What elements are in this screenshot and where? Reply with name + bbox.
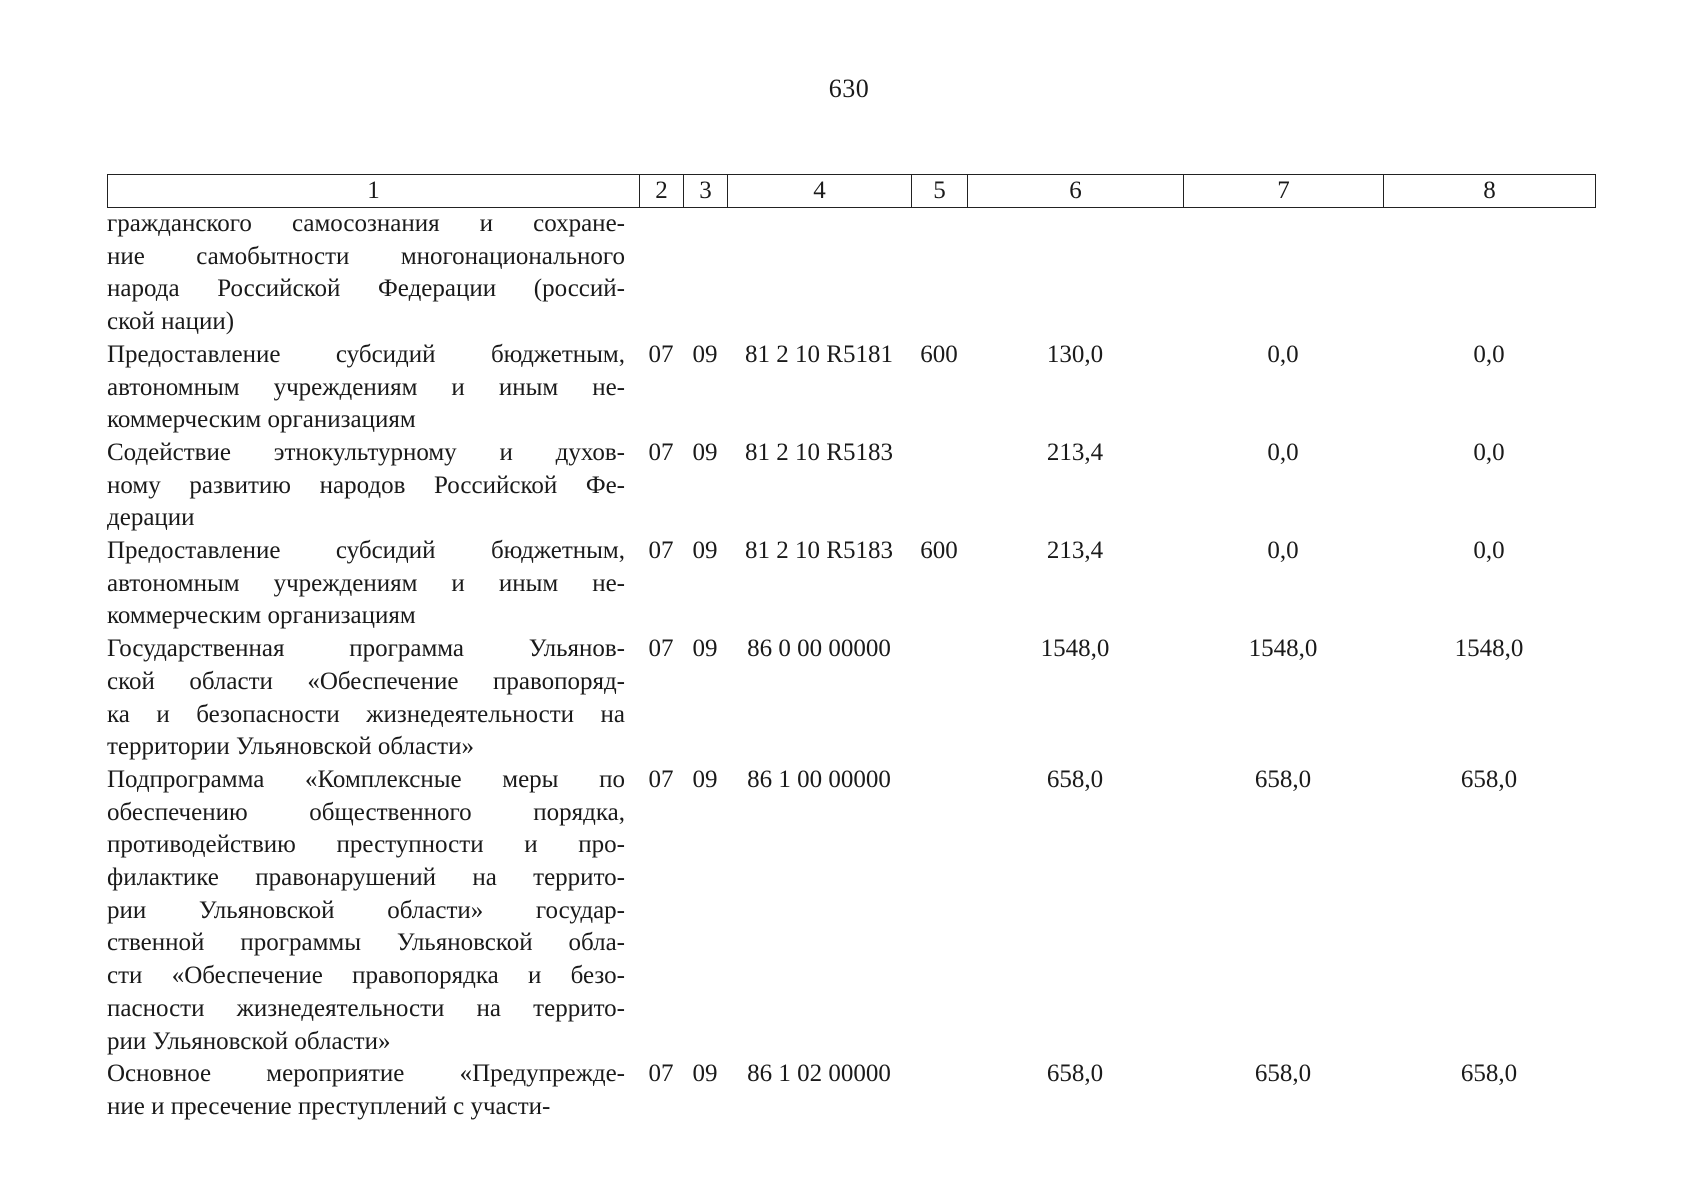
- description-line: народа Российской Федерации (россий-: [107, 275, 625, 303]
- target-article-code: 81 2 10 R5183: [745, 537, 893, 565]
- description-line: ской нации): [107, 308, 235, 336]
- description-line: ние самобытности многонационального: [107, 242, 625, 270]
- row-description: [107, 437, 625, 535]
- amount-col-6: 213,4: [1046, 438, 1104, 466]
- amount-col-8: 0,0: [1473, 537, 1505, 565]
- amount-col-8: 1548,0: [1454, 635, 1524, 663]
- description-line: автономным учреждениям и иным не-: [107, 569, 625, 597]
- description-line: рии Ульяновской области»: [107, 1027, 391, 1055]
- amount-col-6: 1548,0: [1040, 635, 1110, 663]
- target-article-code: 81 2 10 R5183: [745, 438, 893, 466]
- amount-col-7: 0,0: [1267, 537, 1299, 565]
- description-line: территории Ульяновской области»: [107, 733, 474, 761]
- description-line: ской области «Обеспечение правопоряд-: [107, 667, 625, 695]
- amount-col-7: 658,0: [1254, 1060, 1312, 1088]
- section-code: 07: [648, 537, 674, 565]
- header-col-2: 2: [640, 175, 684, 208]
- expense-type-code: 600: [920, 340, 958, 368]
- description-line: коммерческим организациям: [107, 602, 416, 630]
- subsection-code: 09: [692, 537, 718, 565]
- description-line: ние и пресечение преступлений с участи-: [107, 1092, 551, 1120]
- subsection-code: 09: [692, 1060, 718, 1088]
- target-article-code: 86 0 00 00000: [747, 635, 891, 663]
- header-col-1: 1: [108, 175, 640, 208]
- description-line: рии Ульяновской области» государ-: [107, 896, 625, 924]
- table-row: [107, 535, 1595, 633]
- section-code: 07: [648, 438, 674, 466]
- row-description: [107, 1058, 625, 1123]
- header-col-8: 8: [1384, 175, 1596, 208]
- amount-col-6: 658,0: [1046, 1060, 1104, 1088]
- header-col-6: 6: [968, 175, 1184, 208]
- page-number: 630: [828, 74, 870, 103]
- amount-col-7: 1548,0: [1248, 635, 1318, 663]
- subsection-code: 09: [692, 340, 718, 368]
- target-article-code: 86 1 00 00000: [747, 765, 891, 793]
- subsection-code: 09: [692, 765, 718, 793]
- description-line: ка и безопасности жизнедеятельности на: [107, 700, 625, 728]
- table-header: [107, 174, 1596, 208]
- description-line: гражданского самосознания и сохране-: [107, 210, 625, 237]
- table-body: [107, 208, 1595, 1124]
- amount-col-6: 130,0: [1046, 340, 1104, 368]
- description-line: автономным учреждениям и иным не-: [107, 373, 625, 401]
- description-line: Основное мероприятие «Предупрежде-: [107, 1060, 625, 1088]
- header-col-5: 5: [912, 175, 968, 208]
- description-line: Предоставление субсидий бюджетным,: [107, 537, 625, 565]
- description-line: Содействие этнокультурному и духов-: [107, 438, 625, 466]
- amount-col-8: 658,0: [1460, 1060, 1518, 1088]
- amount-col-7: 658,0: [1254, 765, 1312, 793]
- amount-col-8: 0,0: [1473, 340, 1505, 368]
- subsection-code: 09: [692, 438, 718, 466]
- amount-col-6: 213,4: [1046, 537, 1104, 565]
- expense-type-code: 600: [920, 537, 958, 565]
- subsection-code: 09: [692, 635, 718, 663]
- row-description: [107, 339, 625, 437]
- header-col-4: 4: [728, 175, 912, 208]
- description-line: Предоставление субсидий бюджетным,: [107, 340, 625, 368]
- target-article-code: 81 2 10 R5181: [745, 340, 893, 368]
- amount-col-7: 0,0: [1267, 438, 1299, 466]
- amount-col-7: 0,0: [1267, 340, 1299, 368]
- section-code: 07: [648, 765, 674, 793]
- amount-col-8: 658,0: [1460, 765, 1518, 793]
- amount-col-8: 0,0: [1473, 438, 1505, 466]
- description-line: ному развитию народов Российской Фе-: [107, 471, 625, 499]
- table-row: [107, 764, 1595, 1058]
- target-article-code: 86 1 02 00000: [747, 1060, 891, 1088]
- description-line: коммерческим организациям: [107, 406, 416, 434]
- description-line: Государственная программа Ульянов-: [107, 635, 625, 663]
- description-line: противодействию преступности и про-: [107, 831, 625, 859]
- header-col-3: 3: [684, 175, 728, 208]
- description-line: обеспечению общественного порядка,: [107, 798, 625, 826]
- table-row: [107, 633, 1595, 764]
- row-description: [107, 208, 625, 339]
- description-line: дерации: [107, 504, 195, 532]
- row-description: [107, 633, 625, 764]
- description-line: сти «Обеспечение правопорядка и безо-: [107, 962, 625, 990]
- amount-col-6: 658,0: [1046, 765, 1104, 793]
- row-description: [107, 535, 625, 633]
- description-line: филактике правонарушений на террито-: [107, 864, 625, 892]
- table-row: [107, 208, 1595, 339]
- description-line: ственной программы Ульяновской обла-: [107, 929, 625, 957]
- header-col-7: 7: [1184, 175, 1384, 208]
- table-row: [107, 339, 1595, 437]
- table-row: [107, 1058, 1595, 1123]
- section-code: 07: [648, 340, 674, 368]
- row-description: [107, 764, 625, 1058]
- table-row: [107, 437, 1595, 535]
- description-line: Подпрограмма «Комплексные меры по: [107, 765, 625, 793]
- description-line: пасности жизнедеятельности на террито-: [107, 994, 625, 1022]
- section-code: 07: [648, 1060, 674, 1088]
- section-code: 07: [648, 635, 674, 663]
